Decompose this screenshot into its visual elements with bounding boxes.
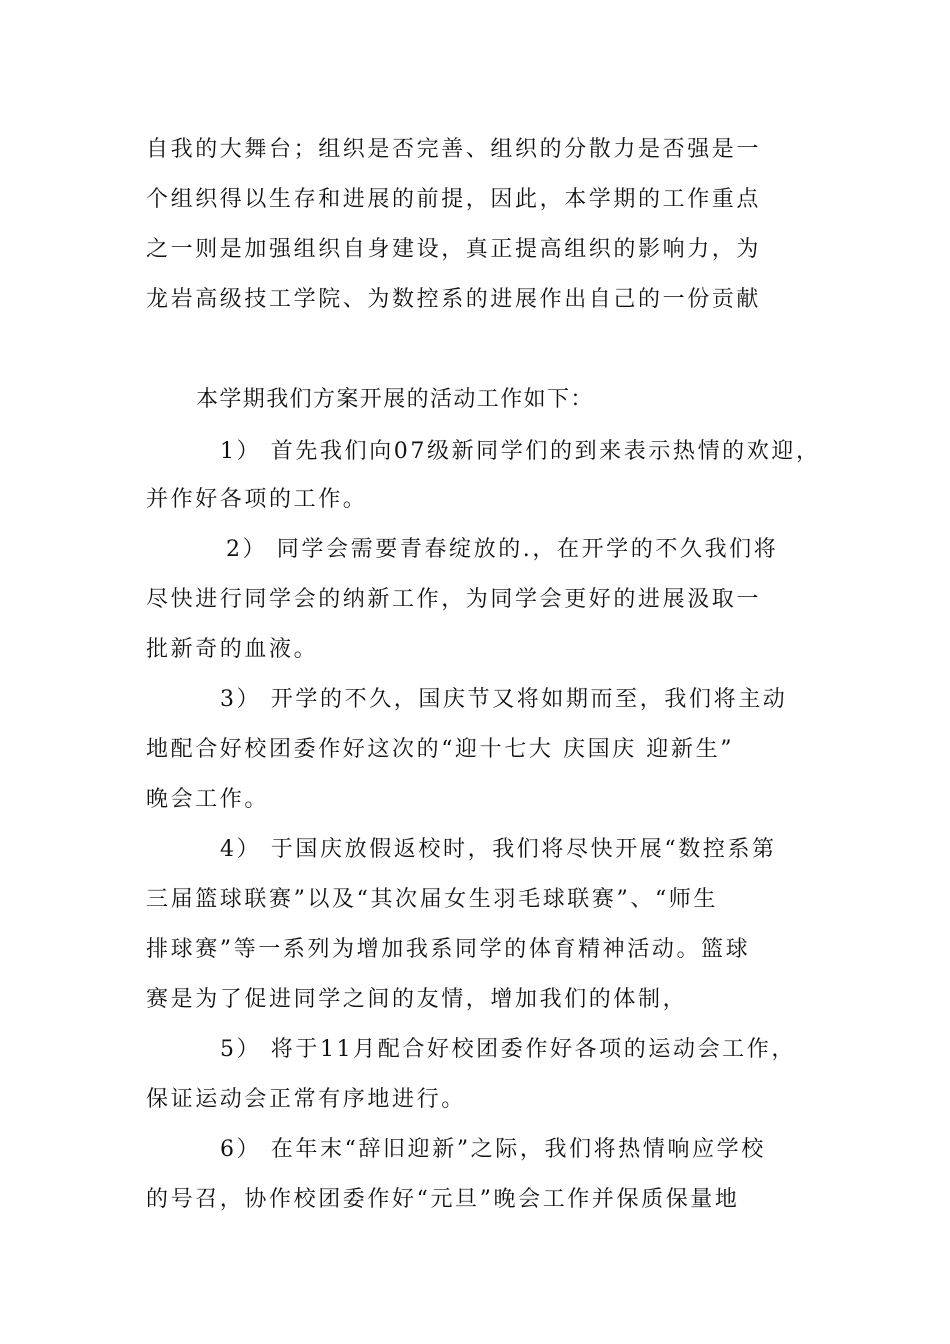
list-item-line: 1） 首先我们向07级新同学们的到来表示热情的欢迎， (220, 439, 821, 464)
paragraph-line: 之一则是加强组织自身建设，真正提高组织的影响力，为 (146, 237, 762, 262)
list-item-line: 并作好各项的工作。 (146, 487, 368, 512)
list-item-line: 三届篮球联赛”以及“其次届女生羽毛球联赛”、“师生 (146, 887, 718, 912)
list-item-line: 排球赛”等一系列为增加我系同学的体育精神活动。篮球 (146, 937, 751, 962)
list-item-line: 3） 开学的不久，国庆节又将如期而至，我们将主动 (220, 687, 788, 712)
intro-line: 本学期我们方案开展的活动工作如下： (196, 387, 594, 412)
list-item-line: 保证运动会正常有序地进行。 (146, 1087, 466, 1112)
list-item-line: 批新奇的血液。 (146, 637, 319, 662)
paragraph-line: 龙岩高级技工学院、为数控系的进展作出自己的一份贡献 (146, 287, 762, 312)
list-item-line: 6） 在年末“辞旧迎新”之际，我们将热情响应学校 (220, 1137, 766, 1162)
list-item-line: 5） 将于11月配合好校团委作好各项的运动会工作， (220, 1037, 796, 1062)
list-item-line: 尽快进行同学会的纳新工作，为同学会更好的进展汲取一 (146, 587, 762, 612)
list-item-line: 2） 同学会需要青春绽放的.，在开学的不久我们将 (226, 537, 779, 562)
list-item-line: 的号召，协作校团委作好“元旦”晚会工作并保质保量地 (146, 1187, 740, 1212)
list-item-line: 晚会工作。 (146, 787, 270, 812)
paragraph-line: 自我的大舞台；组织是否完善、组织的分散力是否强是一 (146, 137, 762, 162)
list-item-line: 地配合好校团委作好这次的“迎十七大 庆国庆 迎新生” (146, 737, 735, 762)
paragraph-line: 个组织得以生存和进展的前提，因此，本学期的工作重点 (146, 187, 762, 212)
list-item-line: 赛是为了促进同学之间的友情，增加我们的体制， (146, 987, 688, 1012)
list-item-line: 4） 于国庆放假返校时，我们将尽快开展“数控系第 (220, 837, 777, 862)
